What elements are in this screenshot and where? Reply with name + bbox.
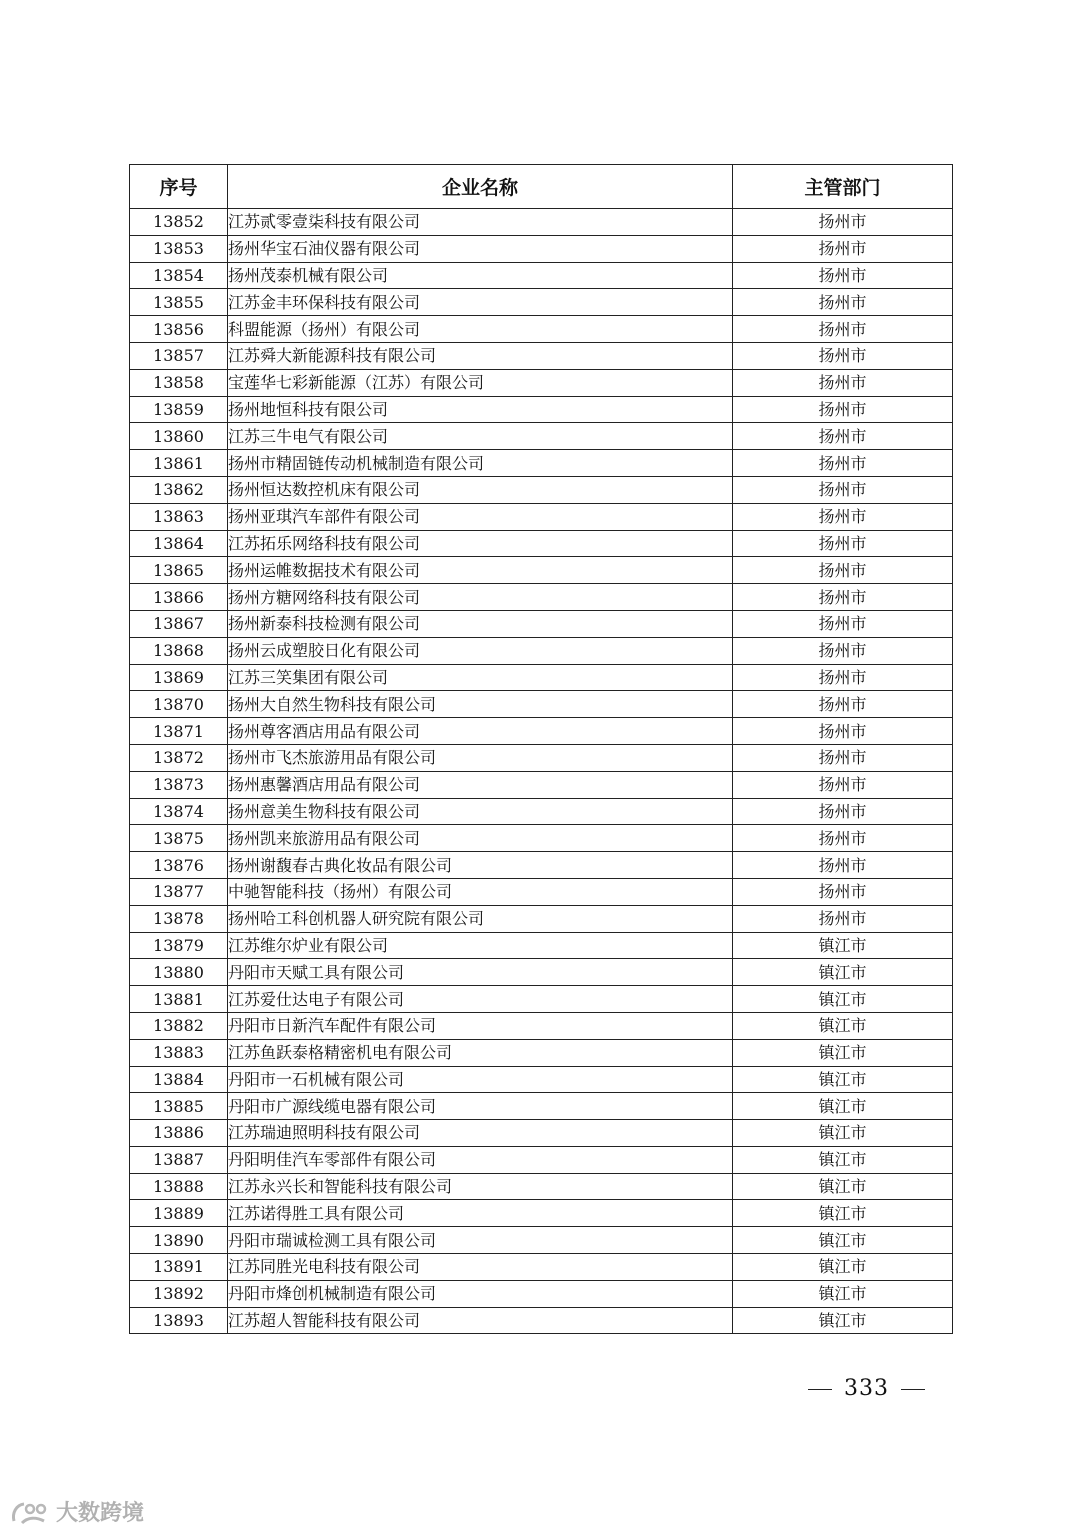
cell-company-name: 科盟能源（扬州）有限公司 <box>228 316 733 343</box>
table-row <box>130 1146 953 1173</box>
cell-department: 扬州市 <box>733 342 953 369</box>
cell-serial-number: 13890 <box>130 1227 228 1254</box>
cell-company-name: 丹阳市日新汽车配件有限公司 <box>228 1012 733 1039</box>
cell-department: 扬州市 <box>733 825 953 852</box>
table-row <box>130 342 953 369</box>
cell-serial-number: 13874 <box>130 798 228 825</box>
cell-serial-number: 13873 <box>130 771 228 798</box>
table-row <box>130 1066 953 1093</box>
table-row <box>130 557 953 584</box>
cell-serial-number: 13893 <box>130 1307 228 1334</box>
table-row <box>130 369 953 396</box>
cell-serial-number: 13880 <box>130 959 228 986</box>
cell-department: 镇江市 <box>733 959 953 986</box>
cell-department: 扬州市 <box>733 476 953 503</box>
cell-department: 镇江市 <box>733 1146 953 1173</box>
cell-company-name: 扬州凯来旅游用品有限公司 <box>228 825 733 852</box>
cell-serial-number: 13862 <box>130 476 228 503</box>
table-row <box>130 691 953 718</box>
cell-serial-number: 13867 <box>130 610 228 637</box>
cell-serial-number: 13870 <box>130 691 228 718</box>
cell-company-name: 扬州华宝石油仪器有限公司 <box>228 235 733 262</box>
cell-department: 扬州市 <box>733 530 953 557</box>
cell-department: 镇江市 <box>733 1120 953 1147</box>
cell-department: 扬州市 <box>733 744 953 771</box>
cell-company-name: 扬州惠馨酒店用品有限公司 <box>228 771 733 798</box>
cell-company-name: 扬州大自然生物科技有限公司 <box>228 691 733 718</box>
table-row <box>130 986 953 1013</box>
cell-department: 扬州市 <box>733 584 953 611</box>
cell-department: 镇江市 <box>733 986 953 1013</box>
cell-company-name: 扬州市精固链传动机械制造有限公司 <box>228 450 733 477</box>
cell-department: 扬州市 <box>733 450 953 477</box>
cell-company-name: 扬州新泰科技检测有限公司 <box>228 610 733 637</box>
table-row <box>130 476 953 503</box>
cell-company-name: 扬州谢馥春古典化妆品有限公司 <box>228 852 733 879</box>
cell-company-name: 江苏三笑集团有限公司 <box>228 664 733 691</box>
cell-department: 镇江市 <box>733 1093 953 1120</box>
cell-company-name: 江苏永兴长和智能科技有限公司 <box>228 1173 733 1200</box>
cell-serial-number: 13859 <box>130 396 228 423</box>
table-row <box>130 262 953 289</box>
dash-right <box>901 1389 925 1390</box>
table-row <box>130 959 953 986</box>
table-row <box>130 744 953 771</box>
cell-serial-number: 13858 <box>130 369 228 396</box>
cell-company-name: 江苏鱼跃泰格精密机电有限公司 <box>228 1039 733 1066</box>
table-row <box>130 905 953 932</box>
table-row <box>130 450 953 477</box>
cell-company-name: 扬州方糖网络科技有限公司 <box>228 584 733 611</box>
cell-serial-number: 13891 <box>130 1254 228 1281</box>
cell-department: 扬州市 <box>733 878 953 905</box>
table-row <box>130 1307 953 1334</box>
cell-company-name: 扬州运帷数据技术有限公司 <box>228 557 733 584</box>
table-row <box>130 1039 953 1066</box>
cell-company-name: 扬州意美生物科技有限公司 <box>228 798 733 825</box>
cell-serial-number: 13877 <box>130 878 228 905</box>
cell-department: 扬州市 <box>733 396 953 423</box>
cell-serial-number: 13882 <box>130 1012 228 1039</box>
cell-company-name: 江苏维尔炉业有限公司 <box>228 932 733 959</box>
cell-company-name: 扬州哈工科创机器人研究院有限公司 <box>228 905 733 932</box>
cell-department: 镇江市 <box>733 1012 953 1039</box>
table-row <box>130 664 953 691</box>
table-row <box>130 610 953 637</box>
table-row <box>130 1254 953 1281</box>
page-number-value: 333 <box>844 1376 889 1401</box>
cell-serial-number: 13852 <box>130 209 228 236</box>
cell-company-name: 丹阳市天赋工具有限公司 <box>228 959 733 986</box>
cell-department: 扬州市 <box>733 637 953 664</box>
cell-company-name: 扬州亚琪汽车部件有限公司 <box>228 503 733 530</box>
cell-serial-number: 13888 <box>130 1173 228 1200</box>
cell-serial-number: 13883 <box>130 1039 228 1066</box>
cell-company-name: 江苏拓乐网络科技有限公司 <box>228 530 733 557</box>
cell-department: 扬州市 <box>733 691 953 718</box>
table-row <box>130 637 953 664</box>
cell-department: 扬州市 <box>733 316 953 343</box>
table-row <box>130 932 953 959</box>
table-body <box>130 209 953 1334</box>
page-number <box>796 1376 937 1401</box>
cell-company-name: 扬州尊客酒店用品有限公司 <box>228 718 733 745</box>
cell-serial-number: 13855 <box>130 289 228 316</box>
cell-department: 扬州市 <box>733 262 953 289</box>
cell-company-name: 扬州地恒科技有限公司 <box>228 396 733 423</box>
cell-company-name: 丹阳市一石机械有限公司 <box>228 1066 733 1093</box>
header-company-name: 企业名称 <box>228 165 733 209</box>
cell-company-name: 江苏诺得胜工具有限公司 <box>228 1200 733 1227</box>
table-row <box>130 584 953 611</box>
cell-company-name: 丹阳明佳汽车零部件有限公司 <box>228 1146 733 1173</box>
cell-department: 镇江市 <box>733 1307 953 1334</box>
cell-department: 扬州市 <box>733 905 953 932</box>
cell-department: 镇江市 <box>733 1227 953 1254</box>
cell-department: 扬州市 <box>733 289 953 316</box>
table-header-row <box>130 165 953 209</box>
dash-left <box>808 1389 832 1390</box>
cell-company-name: 宝莲华七彩新能源（江苏）有限公司 <box>228 369 733 396</box>
cell-serial-number: 13856 <box>130 316 228 343</box>
cell-serial-number: 13881 <box>130 986 228 1013</box>
table-row <box>130 825 953 852</box>
cell-company-name: 江苏同胜光电科技有限公司 <box>228 1254 733 1281</box>
cell-serial-number: 13872 <box>130 744 228 771</box>
header-serial-number: 序号 <box>130 165 228 209</box>
cell-serial-number: 13857 <box>130 342 228 369</box>
cell-company-name: 江苏瑞迪照明科技有限公司 <box>228 1120 733 1147</box>
cell-company-name: 扬州云成塑胶日化有限公司 <box>228 637 733 664</box>
cell-department: 镇江市 <box>733 1200 953 1227</box>
watermark <box>10 1496 144 1527</box>
cell-department: 扬州市 <box>733 771 953 798</box>
table-row <box>130 235 953 262</box>
table-row <box>130 798 953 825</box>
table-row <box>130 423 953 450</box>
cell-department: 扬州市 <box>733 423 953 450</box>
cell-serial-number: 13853 <box>130 235 228 262</box>
header-department: 主管部门 <box>733 165 953 209</box>
table-row <box>130 289 953 316</box>
cell-serial-number: 13866 <box>130 584 228 611</box>
table-row <box>130 852 953 879</box>
cell-serial-number: 13860 <box>130 423 228 450</box>
cell-department: 镇江市 <box>733 1280 953 1307</box>
table-row <box>130 1200 953 1227</box>
cell-serial-number: 13886 <box>130 1120 228 1147</box>
cell-department: 镇江市 <box>733 1254 953 1281</box>
cell-department: 扬州市 <box>733 209 953 236</box>
table-row <box>130 503 953 530</box>
cell-company-name: 扬州市飞杰旅游用品有限公司 <box>228 744 733 771</box>
cell-company-name: 江苏爱仕达电子有限公司 <box>228 986 733 1013</box>
cell-department: 镇江市 <box>733 1173 953 1200</box>
table-row <box>130 718 953 745</box>
cell-serial-number: 13875 <box>130 825 228 852</box>
cell-company-name: 中驰智能科技（扬州）有限公司 <box>228 878 733 905</box>
cell-company-name: 丹阳市广源线缆电器有限公司 <box>228 1093 733 1120</box>
cell-department: 扬州市 <box>733 664 953 691</box>
cell-serial-number: 13885 <box>130 1093 228 1120</box>
cell-serial-number: 13879 <box>130 932 228 959</box>
cell-serial-number: 13871 <box>130 718 228 745</box>
cell-company-name: 丹阳市烽创机械制造有限公司 <box>228 1280 733 1307</box>
cell-serial-number: 13861 <box>130 450 228 477</box>
cell-serial-number: 13868 <box>130 637 228 664</box>
cell-company-name: 江苏舜大新能源科技有限公司 <box>228 342 733 369</box>
cell-serial-number: 13869 <box>130 664 228 691</box>
cell-company-name: 江苏金丰环保科技有限公司 <box>228 289 733 316</box>
watermark-text: 大数跨境 <box>56 1501 145 1526</box>
cell-department: 扬州市 <box>733 557 953 584</box>
cell-company-name: 扬州恒达数控机床有限公司 <box>228 476 733 503</box>
cell-company-name: 江苏贰零壹柒科技有限公司 <box>228 209 733 236</box>
cell-department: 镇江市 <box>733 1066 953 1093</box>
cell-serial-number: 13889 <box>130 1200 228 1227</box>
cell-company-name: 江苏三牛电气有限公司 <box>228 423 733 450</box>
table-row <box>130 771 953 798</box>
cell-department: 扬州市 <box>733 235 953 262</box>
table-row <box>130 878 953 905</box>
table-row <box>130 209 953 236</box>
cell-department: 扬州市 <box>733 718 953 745</box>
cell-company-name: 扬州茂泰机械有限公司 <box>228 262 733 289</box>
cell-serial-number: 13887 <box>130 1146 228 1173</box>
enterprise-table <box>129 164 953 1334</box>
table-row <box>130 1093 953 1120</box>
cell-serial-number: 13884 <box>130 1066 228 1093</box>
table-row <box>130 396 953 423</box>
cell-company-name: 丹阳市瑞诚检测工具有限公司 <box>228 1227 733 1254</box>
table-row <box>130 1012 953 1039</box>
cell-department: 扬州市 <box>733 503 953 530</box>
cell-department: 扬州市 <box>733 852 953 879</box>
table-row <box>130 530 953 557</box>
cell-department: 扬州市 <box>733 369 953 396</box>
table-row <box>130 316 953 343</box>
cell-company-name: 江苏超人智能科技有限公司 <box>228 1307 733 1334</box>
cell-serial-number: 13876 <box>130 852 228 879</box>
cell-serial-number: 13854 <box>130 262 228 289</box>
cell-department: 扬州市 <box>733 798 953 825</box>
cell-department: 镇江市 <box>733 932 953 959</box>
cell-serial-number: 13892 <box>130 1280 228 1307</box>
cell-serial-number: 13865 <box>130 557 228 584</box>
cell-serial-number: 13864 <box>130 530 228 557</box>
cell-department: 扬州市 <box>733 610 953 637</box>
logo-icon <box>10 1501 52 1527</box>
cell-serial-number: 13878 <box>130 905 228 932</box>
table-row <box>130 1173 953 1200</box>
table-row <box>130 1227 953 1254</box>
cell-serial-number: 13863 <box>130 503 228 530</box>
table-row <box>130 1120 953 1147</box>
cell-department: 镇江市 <box>733 1039 953 1066</box>
table-row <box>130 1280 953 1307</box>
